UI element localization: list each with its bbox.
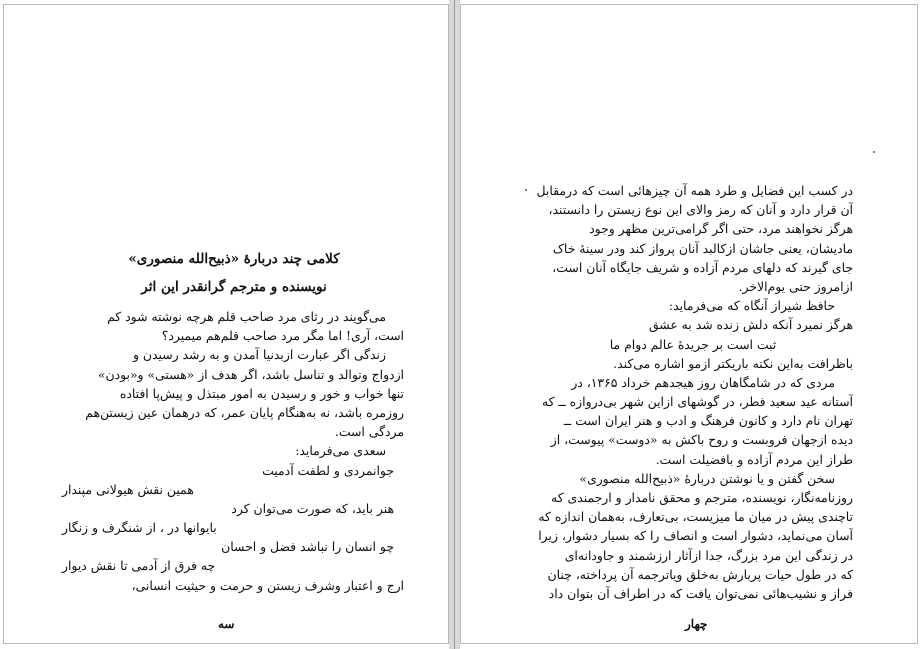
poem-couplet — [44, 461, 404, 480]
body-line: ازدواج وتوالد و تناسل باشد، اگر هدف از «هستی» و«بودن» — [97, 366, 404, 382]
body-line: فراز و نشیب‌هائی نمی‌توان یافت که در اطراف آن بتوان داد — [548, 585, 853, 601]
body-line: تاچندی پیش در میان ما میزیست، بی‌تعارف، به‌همان اندازه که — [538, 509, 853, 525]
right-page — [460, 4, 918, 644]
body-line: در زندگی این مرد بزرگ، جدا ازآثار ارزشمند و جاودانه‌ای — [564, 547, 853, 563]
poem-hemistich: جوانمردی و لطفت آدمیت — [262, 462, 394, 478]
body-line: باظرافت به‌این نکته باریکتر ازمو اشاره می‌کند. — [613, 355, 853, 371]
gutter-fold-line — [454, 0, 455, 649]
body-line: تهران نام دارد و کانون فرهنگ و ادب و هنر ایران است ــ — [563, 413, 853, 429]
right-page-body — [533, 181, 853, 603]
body-line: ارج و اعتبار وشرف زیستن و حرمت و حیثیت انسانی، — [131, 577, 404, 593]
body-line: است، آری! اما مگر مرد صاحب قلم‌هم میمیرد؟ — [161, 328, 404, 344]
body-line: تنها خواب و خور و رسیدن به امور مبتذل و پیش‌پا افتاده — [119, 385, 404, 401]
body-line: ازامروز حتی یوم‌الاخر. — [738, 278, 853, 294]
body-line: آن قرار دارد و آنان که رمز والای این نوع زیستن را دانستند، — [548, 202, 853, 218]
left-page — [3, 4, 449, 644]
hafez-intro: حافظ شیراز آنگاه که می‌فرماید: — [668, 298, 835, 314]
body-line: سخن گفتن و یا نوشتن دربارهٔ «ذبیح‌الله منصوری» — [579, 470, 835, 486]
body-line: آسان می‌نماید، دشوار است و انصاف را که بسیار دشوار، زیرا — [538, 528, 853, 544]
body-line: روزنامه‌نگار، نویسنده، مترجم و محقق نامدار و ارجمندی که — [551, 490, 853, 505]
body-line: دیده ازجهان فروبست و روح باکش به «دوست» پیوست، از — [550, 432, 853, 448]
poem-hemistich: هنر باید، که صورت می‌توان کرد — [231, 500, 394, 516]
body-line: هرگز نخواهند مرد، حتی اگر گرامی‌ترین مظهر وجود — [589, 221, 853, 237]
saadi-intro: سعدی می‌فرماید: — [295, 443, 386, 459]
body-line: در کسب این فضایل و طرد همه آن چیزهائی است که درمقابل — [536, 183, 853, 198]
poem-hemistich: چه فرق از آدمی تا نقش دیوار — [62, 558, 216, 574]
page-number: چهار — [685, 617, 708, 631]
poem-hemistich: چو انسان را نباشد فضل و احسان — [221, 539, 394, 555]
body-line: مردی که در شامگاهان روز هیجدهم خرداد ۱۳۶۵، در — [571, 374, 835, 390]
left-page-subheading: نویسنده و مترجم گرانقدر این اثر — [141, 279, 327, 295]
poem-couplet — [44, 518, 404, 537]
page-number: سه — [218, 617, 235, 631]
body-line: آستانه عید سعید فطر، در گوشهای ازاین شهر بی‌دروازه ــ که — [541, 394, 853, 410]
left-page-heading: کلامی چند دربارهٔ «ذبیح‌الله منصوری» — [128, 251, 340, 267]
body-line: زندگی اگر عبارت ازبدنیا آمدن و به رشد رسیدن و — [132, 347, 386, 363]
poem-couplet — [44, 556, 404, 575]
body-line: جای گیرند که دلهای مردم آزاده و شریف جایگاه آنان است، — [552, 259, 853, 275]
body-line: مادیشان، یعنی جاشان ازکالبد آنان پرواز کند ودر سینهٔ خاک — [552, 240, 853, 256]
scan-speck — [873, 151, 875, 153]
scan-speck — [525, 189, 527, 191]
body-line: می‌گویند در رثای مرد صاحب قلم هرچه نوشته شود کم — [107, 309, 386, 324]
hafez-verse: هرگز نمیرد آنکه دلش زنده شد به عشق — [648, 317, 853, 333]
body-line: مردگی است. — [334, 424, 404, 440]
poem-couplet — [44, 537, 404, 556]
body-line: طراز این مردم آزاده و بافضیلت است. — [655, 451, 853, 467]
body-line: روزمره باشد، نه به‌هنگام پایان عمر، که درهمان عین زیستن‌هم — [85, 404, 404, 420]
left-page-body — [44, 307, 404, 595]
poem-hemistich: همین نقش هیولانی مپندار — [62, 481, 194, 497]
poem-couplet — [44, 480, 404, 499]
poem-couplet — [44, 499, 404, 518]
poem-hemistich: بایوانها در ، از شنگرف و زنگار — [62, 520, 217, 536]
body-line: که در طول حیات پربارش به‌خلق ویاترجمه آن پرداخته، چنان — [547, 566, 853, 582]
hafez-verse: ثبت است بر جریدهٔ عالم دوام ما — [609, 336, 777, 352]
